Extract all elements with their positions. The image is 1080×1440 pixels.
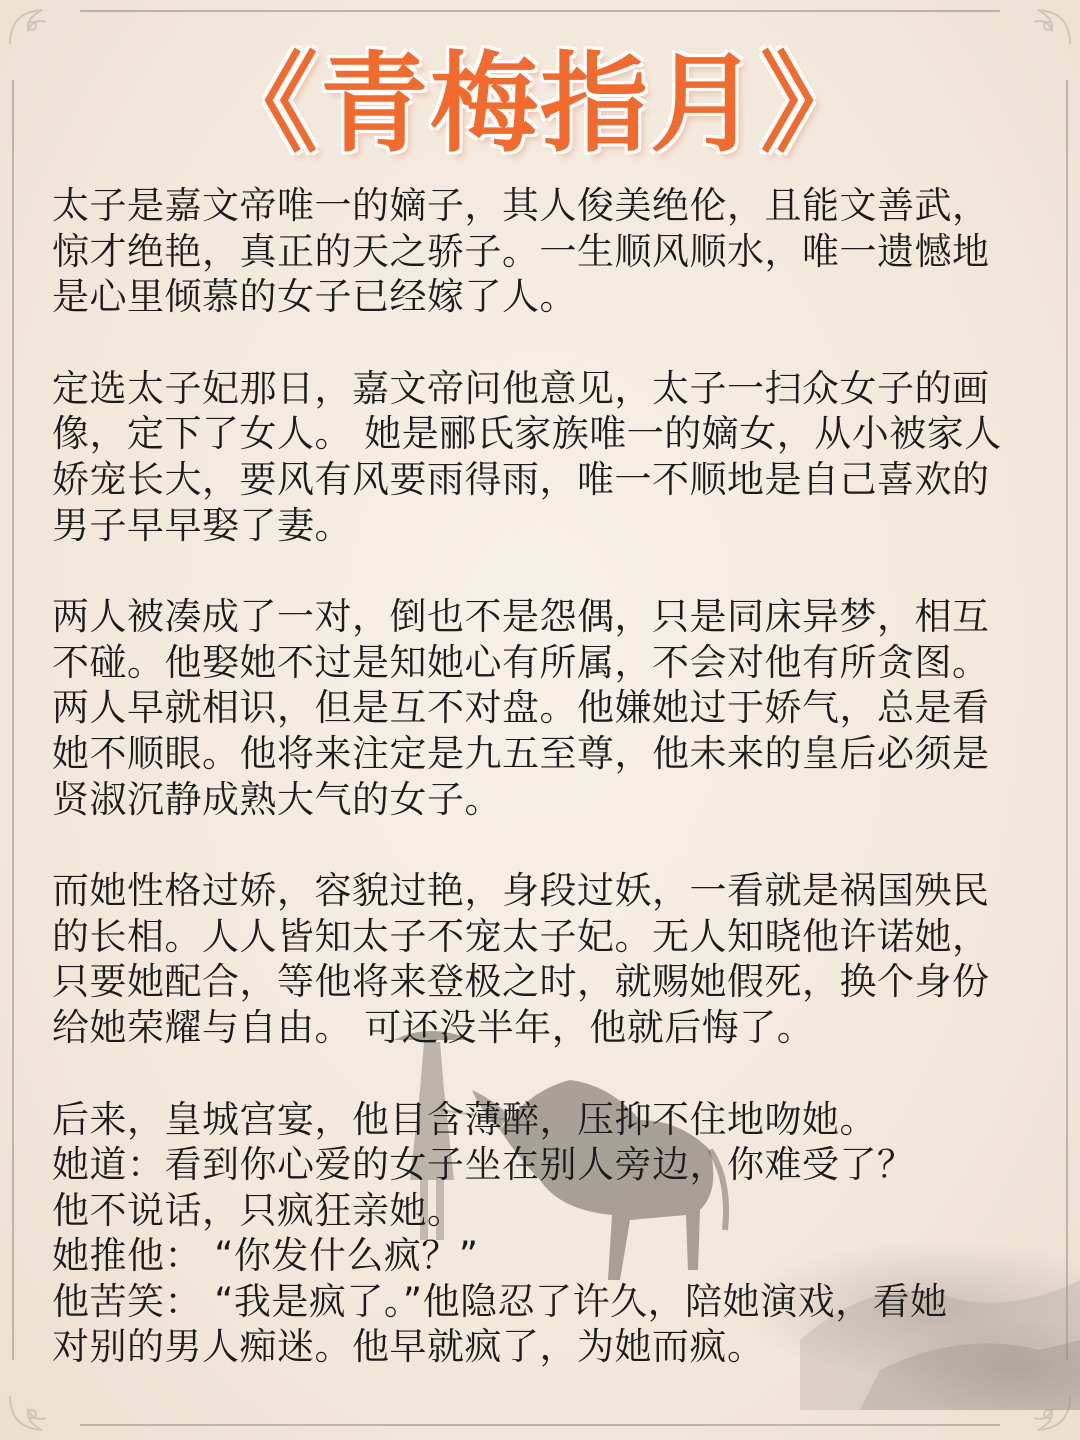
text-line: 定选太子妃那日，嘉文帝问他意见，太子一扫众女子的画 [52,366,990,410]
text-line: 她推他： “你发什么疯？” [52,1234,479,1278]
article-body [52,183,1037,1416]
text-line: 她道：看到你心爱的女子坐在别人旁边，你难受了？ [52,1143,915,1187]
text-line: 太子是嘉文帝唯一的嫡子，其人俊美绝伦，且能文善武， [52,184,990,227]
text-line: 像，定下了女人。 她是郦氏家族唯一的嫡女，从小被家人 [52,412,1002,456]
text-line: 他不说话，只疯狂亲她。 [52,1188,465,1232]
text-line: 男子早早娶了妻。 [52,503,352,547]
text-line: 后来，皇城宫宴，他目含薄醉，压抑不住地吻她。 [52,1097,877,1141]
paragraph-2 [52,366,1037,548]
text-line: 是心里倾慕的女子已经嫁了人。 [52,275,577,319]
text-line: 不碰。他娶她不过是知她心有所属，不会对他有所贪图。 [52,640,990,684]
text-line: 娇宠长大，要风有风要雨得雨，唯一不顺地是自己喜欢的 [52,457,990,501]
text-line: 对别的男人痴迷。他早就疯了，为她而疯。 [52,1325,765,1369]
paragraph-1 [52,183,1037,320]
paragraph-5 [52,1097,1037,1371]
text-line: 给她荣耀与自由。 可还没半年，他就后悔了。 [52,1005,815,1049]
text-line: 惊才绝艳，真正的天之骄子。一生顺风顺水，唯一遗憾地 [52,229,990,273]
text-line: 的长相。人人皆知太子不宠太子妃。无人知晓他许诺她， [52,914,990,958]
text-line: 两人被凑成了一对，倒也不是怨偶，只是同床异梦，相互 [52,595,990,639]
text-line: 他苦笑： “我是疯了。”他隐忍了许久，陪她演戏，看她 [52,1279,948,1323]
page-title: 《青梅指月》 [209,42,870,167]
frame-bottom-border [80,1424,1000,1426]
text-line: 两人早就相识，但是互不对盘。他嫌她过于娇气，总是看 [52,686,990,730]
text-line: 只要她配合，等他将来登极之时，就赐她假死，换个身份 [52,960,990,1004]
text-line: 而她性格过娇，容貌过艳，身段过妖，一看就是祸国殃民 [52,869,990,913]
paragraph-4 [52,868,1037,1050]
text-line: 她不顺眼。他将来注定是九五至尊，他未来的皇后必须是 [52,731,990,775]
frame-left-border [12,80,14,1360]
paragraph-3 [52,594,1037,822]
text-line: 贤淑沉静成熟大气的女子。 [52,777,502,821]
frame-top-border [80,10,1000,12]
